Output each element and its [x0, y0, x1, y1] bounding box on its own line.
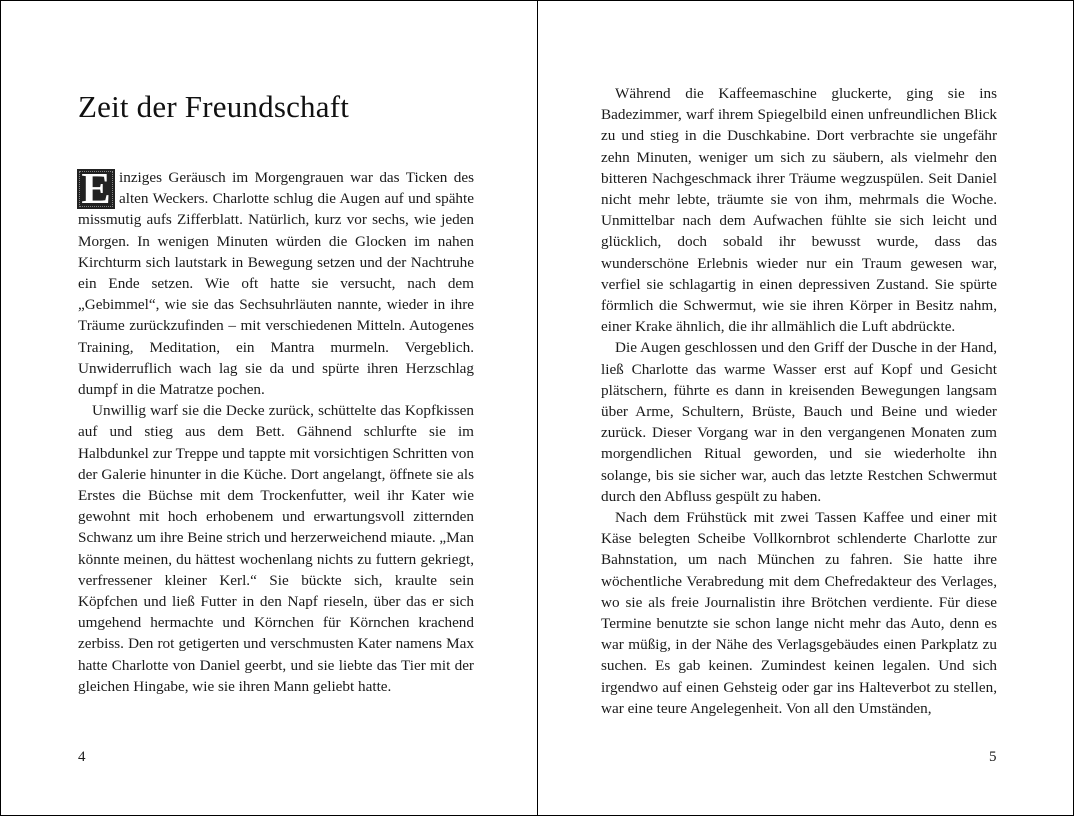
right-paragraph-1: Während die Kaffeemaschine gluckerte, ging sie ins Badezimmer, warf ihrem Spiegelbild einen unfreundlichen Blick zu und stieg in die Duschkabine. Dort verbrachte sie ungefähr zehn Minuten, weniger um sich zu säubern, als vielmehr den bitteren Nachgeschmack ihrer Träume wegzuspülen. Seit Daniel nicht mehr lebte, träumte sie von ihm, mehrmals die Woche. Unmittelbar nach dem Aufwachen fühlte sie sich leicht und glücklich, doch sobald ihr bewusst wurde, dass das wunderschöne Erlebnis wieder nur ein Traum gewesen war, verfiel sie schlagartig in einen depressiven Zustand. Sie spürte förmlich die Schwermut, wie sie ihren Körper in Besitz nahm, einer Krake ähnlich, die ihr allmählich die Luft abdrückte.	[601, 85, 997, 336]
right-paragraph-2: Die Augen geschlossen und den Griff der Dusche in der Hand, ließ Charlotte das warme Wasser erst auf Kopf und Gesicht plätschern, führte es dann in kreisenden Bewegungen langsam über Arme, Schultern, Brüste, Bauch und Beine und wieder zurück. Dieser Vorgang war in den vergangenen Monaten zum morgendlichen Ritual geworden, und sie wiederholte ihn solange, bis sie sicher war, auch das letzte Restchen Schwermut durch den Abfluss gespült zu haben.	[601, 339, 997, 505]
page-number-right: 5	[989, 749, 997, 765]
page-number-left: 4	[78, 749, 86, 765]
right-page	[538, 1, 1073, 815]
right-page-text	[601, 83, 997, 719]
chapter-title: Zeit der Freundschaft	[78, 89, 350, 124]
left-page	[1, 1, 538, 815]
drop-cap-initial: E	[77, 169, 115, 209]
left-paragraph-1	[78, 167, 474, 400]
left-paragraph-2: Unwillig warf sie die Decke zurück, schüttelte das Kopfkissen auf und stieg aus dem Bett. Gähnend schlurfte sie im Halbdunkel zur Treppe und tappte mit vorsichtigen Schritten von der Galerie hinunter in die Küche. Dort angelangt, öffnete sie als Erstes die Büchse mit dem Trockenfutter, weil ihr Kater wie gewohnt mit hoch erhobenem und erwartungsvoll zitternden Schwanz um ihre Beine strich und herzerweichend miaute. „Man könnte meinen, du hättest wochenlang nichts zu futtern gekriegt, verfressener kleiner Kerl.“ Sie bückte sich, kraulte sein Köpfchen und ließ Futter in den Napf rieseln, über das er sich umgehend hermachte und Körnchen für Körnchen krachend zerbiss. Den rot getigerten und verschmusten Kater namens Max hatte Charlotte von Daniel geerbt, und sie liebte das Tier mit der gleichen Hingabe, wie sie ihren Mann geliebt hatte.	[78, 402, 474, 695]
left-page-text	[78, 167, 474, 697]
left-paragraph-1-text: inziges Geräusch im Morgengrauen war das Ticken des alten Weckers. Charlotte schlug die Augen auf und spähte missmutig aufs Zifferblatt. Natürlich, kurz vor sechs, wie jeden Morgen. In wenigen Minuten würden die Glocken im nahen Kirchturm sich lautstark in Bewegung setzen und der Nachtruhe ein Ende setzen. Wie oft hatte sie versucht, nach dem „Gebimmel“, wie sie das Sechsuhrläuten nannte, wieder in ihre Träume zurückzufinden – mit verschiedenen Mitteln. Autogenes Training, Meditation, ein Mantra murmeln. Vergeblich. Unwiderruflich wach lag sie da und spürte ihren Herzschlag dumpf in die Matratze pochen.	[78, 169, 474, 399]
right-paragraph-3: Nach dem Frühstück mit zwei Tassen Kaffee und einer mit Käse belegten Scheibe Vollkornbrot schlenderte Charlotte zur Bahnstation, um nach München zu fahren. Sie hatte ihre wöchentliche Verabredung mit dem Chefredakteur des Verlages, wo sie als freie Journalistin ihre Brötchen verdiente. Für diese Termine benutzte sie schon lange nicht mehr das Auto, denn es war müßig, in der Nähe des Verlagsgebäudes einen Parkplatz zu suchen. Es gab keinen. Zumindest keinen legalen. Und sich irgendwo auf einen Gehsteig oder gar ins Halteverbot zu stellen, war eine teure Angelegenheit. Von all den Umständen,	[601, 509, 997, 717]
